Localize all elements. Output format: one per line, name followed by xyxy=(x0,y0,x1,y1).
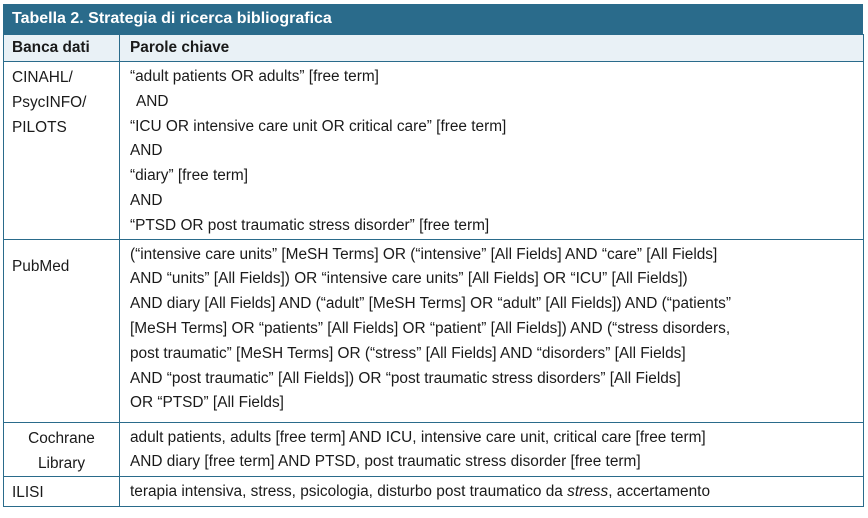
keyword-line: OR “PTSD” [All Fields] xyxy=(130,394,284,412)
keyword-operator: AND xyxy=(130,142,163,160)
keyword-line: “diary” [free term] xyxy=(130,167,249,185)
header-row xyxy=(4,35,864,62)
keyword-line: AND “units” [All Fields]) OR “intensive care units” [All Fields] OR “ICU” [All Fields]) xyxy=(130,270,688,288)
keyword-italic-text: stress xyxy=(567,482,609,500)
database-cell xyxy=(4,422,120,476)
keyword-line: “PTSD OR post traumatic stress disorder” [free term] xyxy=(130,216,490,234)
database-name-line: Library xyxy=(37,454,86,472)
keyword-text: , accertamento xyxy=(608,482,711,500)
table-title: Tabella 2. Strategia di ricerca bibliografica xyxy=(3,4,863,34)
table-row xyxy=(4,62,864,240)
keyword-line: adult patients, adults [free term] AND ICU, intensive care unit, critical care [free term] xyxy=(130,428,706,446)
database-name-line: PsycINFO/ xyxy=(12,94,87,111)
keyword-line: AND diary [All Fields] AND (“adult” [MeSH Terms] OR “adult” [All Fields]) AND (“patients” xyxy=(130,295,731,313)
database-name-line: Cochrane xyxy=(28,429,95,447)
keyword-line: AND diary [free term] AND PTSD, post traumatic stress disorder [free term] xyxy=(130,453,641,471)
keywords-cell xyxy=(120,62,864,240)
keyword-line xyxy=(130,480,859,505)
database-cell xyxy=(4,239,120,422)
keyword-operator: AND xyxy=(130,191,163,209)
bibliographic-search-table xyxy=(3,4,863,507)
database-cell xyxy=(4,476,120,506)
keyword-text: terapia intensiva, stress, psicologia, disturbo post traumatico da xyxy=(130,482,568,500)
database-name-line: PubMed xyxy=(12,257,70,275)
keywords-cell xyxy=(120,239,864,422)
database-name-line: PILOTS xyxy=(12,119,67,136)
keyword-line: (“intensive care units” [MeSH Terms] OR (“intensive” [All Fields] AND “care” [All Fields] xyxy=(130,245,718,263)
table-row xyxy=(4,476,864,506)
header-database: Banca dati xyxy=(4,35,120,62)
search-strategy-table xyxy=(3,34,864,507)
keyword-line: AND “post traumatic” [All Fields]) OR “post traumatic stress disorders” [All Fields] xyxy=(130,369,681,387)
keyword-operator: AND xyxy=(136,92,169,110)
table-row xyxy=(4,422,864,476)
keyword-line: “adult patients OR adults” [free term] xyxy=(130,68,379,85)
keyword-line: post traumatic” [MeSH Terms] OR (“stress” [All Fields] AND “disorders” [All Fields] xyxy=(130,344,686,362)
header-keywords: Parole chiave xyxy=(120,35,864,62)
keywords-cell xyxy=(120,476,864,506)
keyword-line: “ICU OR intensive care unit OR critical care” [free term] xyxy=(130,117,507,135)
database-cell xyxy=(4,62,120,240)
database-name-line: ILISI xyxy=(12,483,44,501)
database-name-line: CINAHL/ xyxy=(12,69,73,86)
keywords-cell xyxy=(120,422,864,476)
table-row xyxy=(4,239,864,422)
keyword-line: [MeSH Terms] OR “patients” [All Fields] OR “patient” [All Fields]) AND (“stress disorders, xyxy=(130,319,731,337)
